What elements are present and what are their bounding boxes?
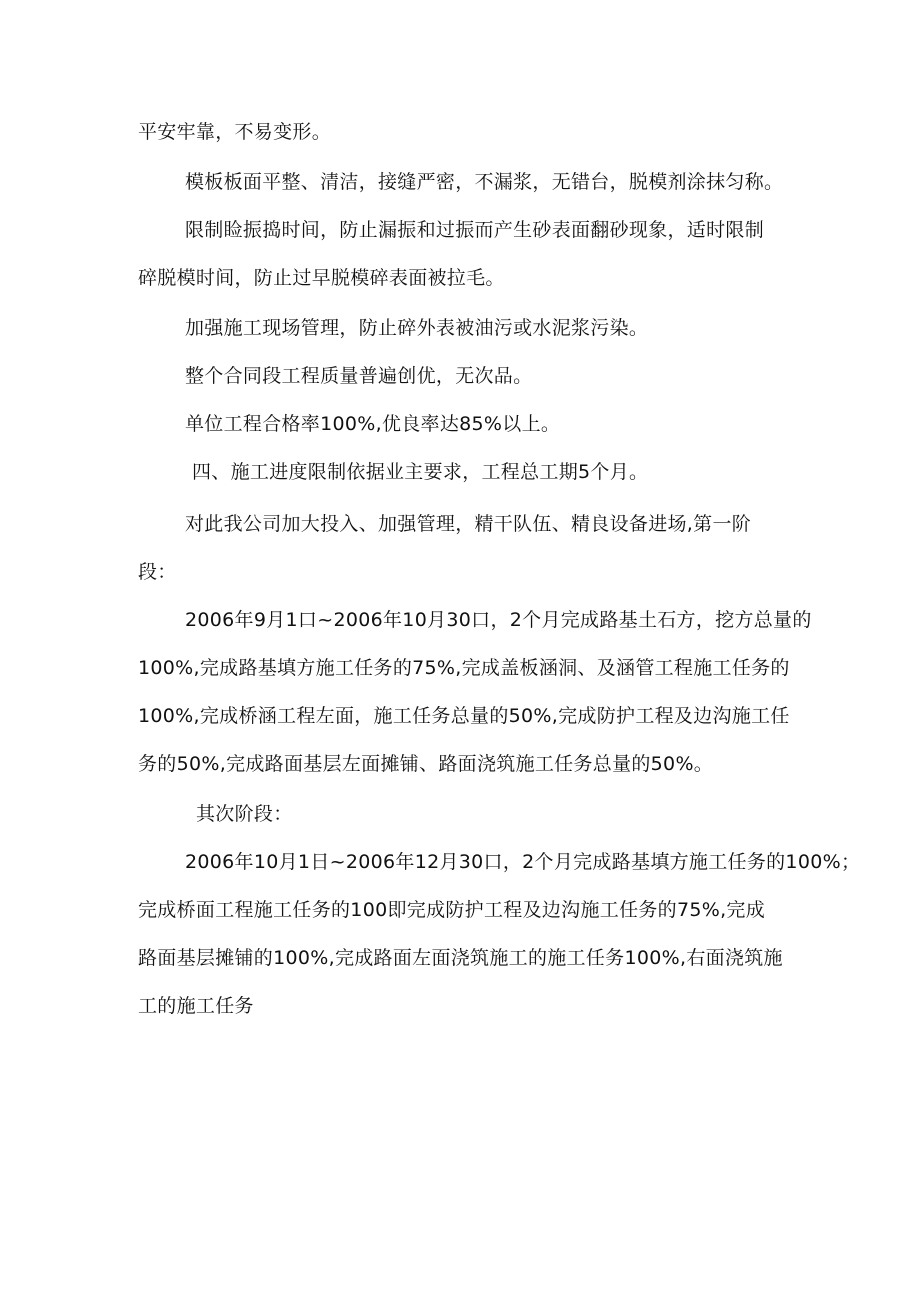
text-line: 2006年9月1口~2006年10月30口，2个月完成路基土石方，挖方总量的	[185, 609, 812, 631]
text-line: 100%,完成路基填方施工任务的75%,完成盖板涵洞、及涵管工程施工任务的	[138, 657, 790, 679]
text-line: 模板板面平整、清洁，接缝严密，不漏浆，无错台，脱模剂涂抹匀称。	[185, 171, 784, 193]
text-line: 2006年10月1日~2006年12月30口，2个月完成路基填方施工任务的100%；	[185, 851, 861, 873]
text-line: 限制睑振捣时间，防止漏振和过振而产生砂表面翻砂现象，适时限制	[185, 219, 765, 241]
text-line: 加强施工现场管理，防止碎外表被油污或水泥浆污染。	[185, 317, 649, 339]
text-line: 务的50%,完成路面基层左面摊铺、路面浇筑施工任务总量的50%。	[138, 753, 714, 775]
text-line: 整个合同段工程质量普遍创优，无次品。	[185, 365, 533, 387]
text-line: 完成桥面工程施工任务的100即完成防护工程及边沟施工任务的75%,完成	[138, 899, 766, 921]
text-line: 单位工程合格率100%,优良率达85%以上。	[185, 413, 561, 435]
text-line: 四、施工进度限制依据业主要求，工程总工期5个月。	[192, 461, 649, 483]
text-line: 对此我公司加大投入、加强管理，精干队伍、精良设备进场,第一阶	[185, 513, 752, 535]
text-line: 工的施工任务	[138, 995, 254, 1017]
text-line: 路面基层摊铺的100%,完成路面左面浇筑施工的施工任务100%,右面浇筑施	[138, 947, 783, 969]
text-line: 其次阶段：	[196, 803, 293, 825]
text-line: 平安牢靠，不易变形。	[138, 121, 332, 143]
text-line: 100%,完成桥涵工程左面，施工任务总量的50%,完成防护工程及边沟施工任	[138, 705, 790, 727]
text-line: 碎脱模时间，防止过早脱模碎表面被拉毛。	[138, 267, 505, 289]
text-line: 段：	[138, 561, 177, 583]
